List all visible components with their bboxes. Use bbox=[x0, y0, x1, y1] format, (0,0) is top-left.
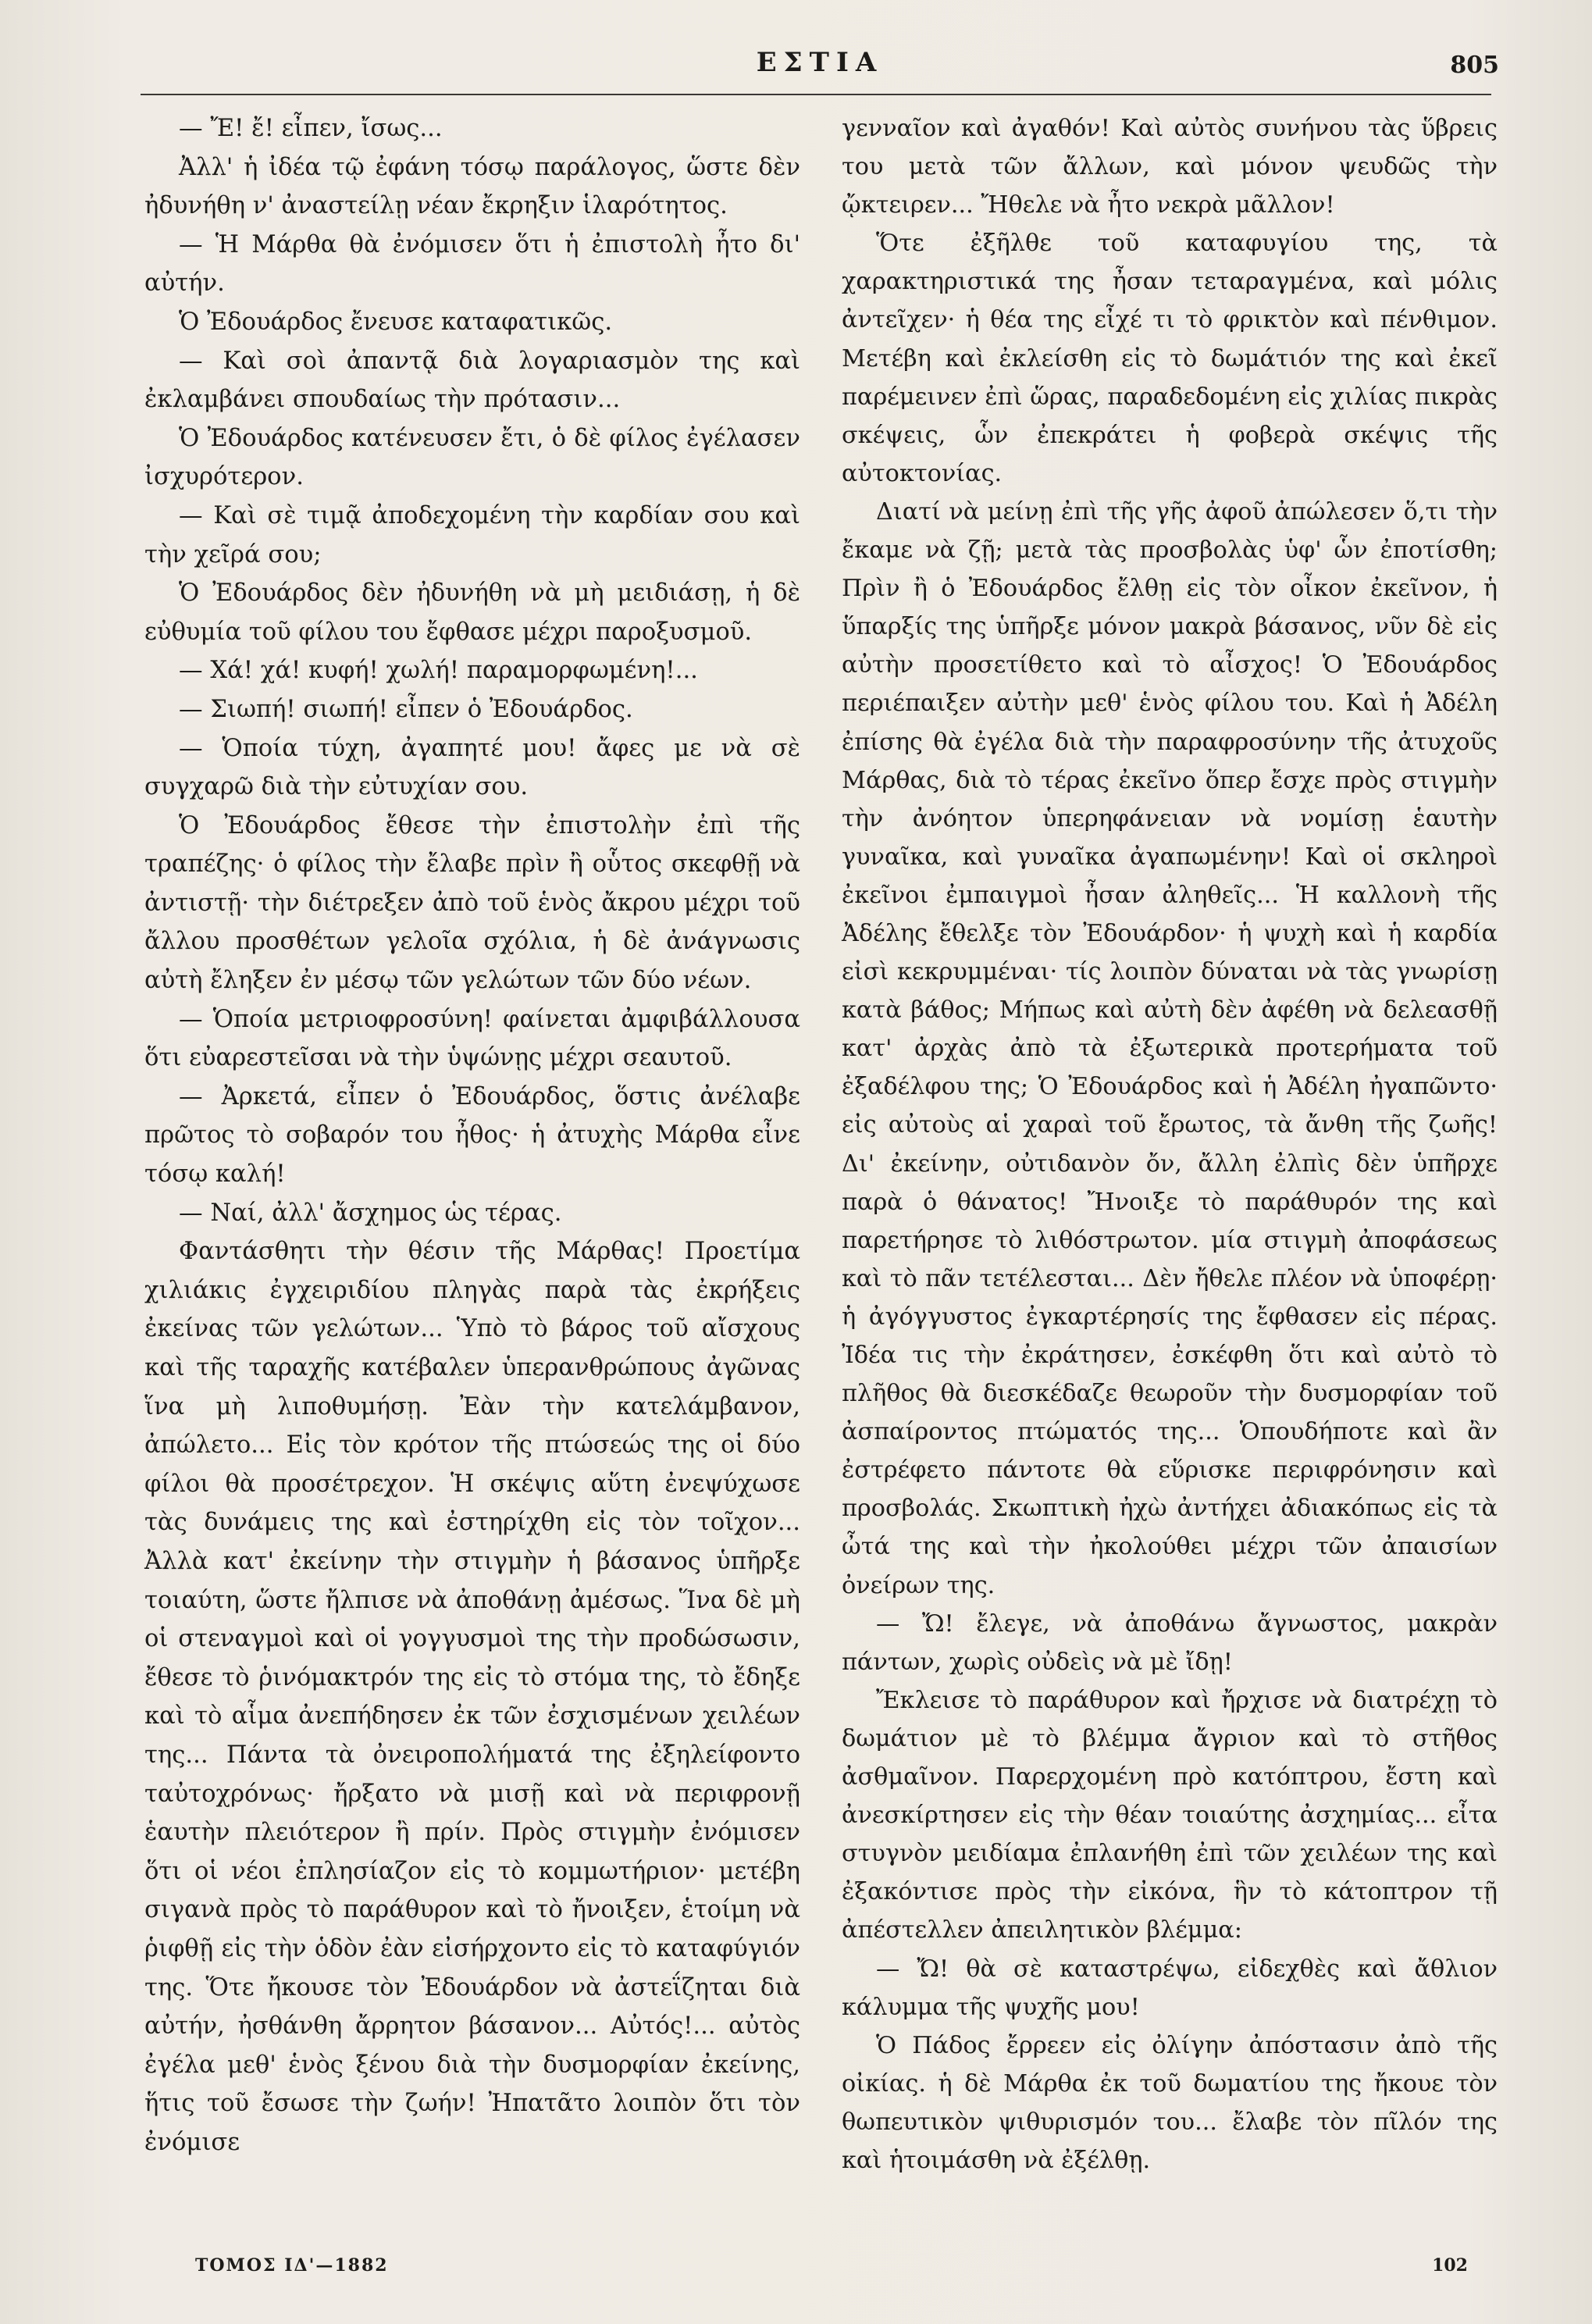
paragraph: — Σιωπή! σιωπή! εἶπεν ὁ Ἐδουάρδος. bbox=[179, 695, 633, 723]
paragraph: — Ὤ! ἔλεγε, νὰ ἀποθάνω ἄγνωστος, μακρὰν πάντων, χωρὶς οὐδεὶς νὰ μὲ ἴδῃ! bbox=[842, 1609, 1498, 1676]
header-rule bbox=[141, 94, 1491, 95]
journal-title: ΕΣΤΙΑ bbox=[756, 47, 884, 78]
paragraph: — Ναί, ἀλλ' ἄσχημος ὡς τέρας. bbox=[179, 1199, 562, 1227]
paragraph: Ἔκλεισε τὸ παράθυρον καὶ ἤρχισε νὰ διατρέχῃ τὸ δωμάτιον μὲ τὸ βλέμμα ἄγριον καὶ τὸ στῆθος ἀσθμαῖνον. Παρερχομένη πρὸ κατόπτρου, ἔστη καὶ ἀνεσκίρτησεν εἰς τὴν θέαν τοιαύτης ἀσχημίας... εἶτα στυγνὸν μειδίαμα ἐπλανήθη ἐπὶ τῶν χειλέων της καὶ ἐξακόντισε πρὸς τὴν εἰκόνα, ἣν τὸ κάτοπτρον τῇ ἀπέστελλεν ἀπειλητικὸν βλέμμα: bbox=[842, 1686, 1498, 1944]
paragraph: — Ἔ! ἔ! εἶπεν, ἴσως... bbox=[179, 115, 443, 142]
signature-mark: 102 bbox=[1432, 2255, 1468, 2276]
paragraph: — Ὤ! θὰ σὲ καταστρέψω, εἰδεχθὲς καὶ ἄθλιον κάλυμμα τῆς ψυχῆς μου! bbox=[842, 1955, 1498, 2021]
paragraph: γενναῖον καὶ ἀγαθόν! Καὶ αὐτὸς συνήνου τὰς ὕβρεις του μετὰ τῶν ἄλλων, καὶ μόνον ψευδῶς τὴν ᾤκτειρεν... Ἤθελε νὰ ἦτο νεκρὰ μᾶλλον! bbox=[842, 115, 1498, 219]
volume-label: ΤΟΜΟΣ ΙΔ'—1882 bbox=[195, 2255, 389, 2276]
paragraph: — Καὶ σὲ τιμᾷ ἀποδεχομένη τὴν καρδίαν σου καὶ τὴν χεῖρά σου; bbox=[144, 501, 800, 569]
paragraph: — Ἡ Μάρθα θὰ ἐνόμισεν ὅτι ἡ ἐπιστολὴ ἦτο δι' αὐτήν. bbox=[144, 230, 800, 298]
paragraph: — Καὶ σοὶ ἀπαντᾷ διὰ λογαριασμὸν της καὶ ἐκλαμβάνει σπουδαίως τὴν πρότασιν... bbox=[144, 347, 800, 414]
paragraph: Ὁ Πάδος ἔρρεεν εἰς ὀλίγην ἀπόστασιν ἀπὸ τῆς οἰκίας. ἡ δὲ Μάρθα ἐκ τοῦ δωματίου της ἤκουε τὸν θωπευτικὸν ψιθυρισμόν του... ἔλαβε τὸν πῖλόν της καὶ ἡτοιμάσθη νὰ ἐξέλθῃ. bbox=[842, 2031, 1498, 2174]
page-footer bbox=[141, 2255, 1468, 2287]
paragraph: Ὅτε ἐξῆλθε τοῦ καταφυγίου της, τὰ χαρακτηριστικά της ἦσαν τεταραγμένα, καὶ μόλις ἀντεῖχεν· ἡ θέα της εἶχέ τι τὸ φρικτὸν καὶ πένθιμον. Μετέβη καὶ ἐκλείσθη εἰς τὸ δωμάτιόν της καὶ ἐκεῖ παρέμεινεν ἐπὶ ὥρας, παραδεδομένη εἰς χιλίας πικρὰς σκέψεις, ὧν ἐπεκράτει ἡ φοβερὰ σκέψις τῆς αὐτοκτονίας. bbox=[842, 230, 1498, 487]
paragraph: — Χά! χά! κυφή! χωλή! παραμορφωμένη!... bbox=[179, 657, 698, 685]
page-number: 805 bbox=[1450, 52, 1499, 79]
paragraph: Ὁ Ἐδουάρδος δὲν ἠδυνήθη νὰ μὴ μειδιάσῃ, ἡ δὲ εὐθυμία τοῦ φίλου του ἔφθασε μέχρι παροξυσμοῦ. bbox=[144, 579, 800, 646]
paragraph: — Ὁποία τύχη, ἀγαπητέ μου! ἄφες με νὰ σὲ συγχαρῶ διὰ τὴν εὐτυχίαν σου. bbox=[144, 734, 800, 801]
page-header bbox=[141, 47, 1499, 91]
left-column bbox=[144, 109, 800, 2194]
paragraph: Ὁ Ἐδουάρδος ἔθεσε τὴν ἐπιστολὴν ἐπὶ τῆς τραπέζης· ὁ φίλος τὴν ἔλαβε πρὶν ἢ οὗτος σκεφθῇ νὰ ἀντιστῇ· τὴν διέτρεξεν ἀπὸ τοῦ ἑνὸς ἄκρου μέχρι τοῦ ἄλλου προσθέτων γελοῖα σχόλια, ἡ δὲ ἀνάγνωσις αὐτὴ ἔληξεν ἐν μέσῳ τῶν γελώτων τῶν δύο νέων. bbox=[144, 811, 800, 995]
paragraph: — Ἀρκετά, εἶπεν ὁ Ἐδουάρδος, ὅστις ἀνέλαβε πρῶτος τὸ σοβαρόν του ἦθος· ἡ ἀτυχὴς Μάρθα εἶνε τόσῳ καλή! bbox=[144, 1082, 800, 1189]
paragraph: Ὁ Ἐδουάρδος ἔνευσε καταφατικῶς. bbox=[179, 308, 613, 336]
paragraph: Διατί νὰ μείνῃ ἐπὶ τῆς γῆς ἀφοῦ ἀπώλεσεν ὅ,τι τὴν ἔκαμε νὰ ζῇ; μετὰ τὰς προσβολὰς ὑφ' ὧν ἐποτίσθη; Πρὶν ἢ ὁ Ἐδουάρδος ἔλθῃ εἰς τὸν οἶκον ἐκεῖνον, ἡ ὕπαρξίς της ὑπῆρξε μόνον μακρὰ βάσανος, νῦν δὲ εἰς αὐτὴν προσετίθετο καὶ τὸ αἶσχος! Ὁ Ἐδουάρδος περιέπαιξεν αὐτὴν μεθ' ἑνὸς φίλου του. Καὶ ἡ Ἀδέλη ἐπίσης θὰ ἐγέλα διὰ τὴν παραφροσύνην τῆς ἀτυχοῦς Μάρθας, διὰ τὸ τέρας ἐκεῖνο ὅπερ ἔσχε πρὸς στιγμὴν τὴν ἀνόητον ὑπερηφάνειαν νὰ νομίσῃ ἑαυτὴν γυναῖκα, καὶ γυναῖκα ἀγαπωμένην! Καὶ οἱ σκληροὶ ἐκεῖνοι ἐμπαιγμοὶ ἦσαν ἀληθεῖς... Ἡ καλλονὴ τῆς Ἀδέλης ἔθελξε τὸν Ἐδουάρδον· ἡ ψυχὴ καὶ ἡ καρδία εἰσὶ κεκρυμμέναι· τίς λοιπὸν δύναται νὰ τὰς γνωρίσῃ κατὰ βάθος; Μήπως καὶ αὐτὴ δὲν ἀφέθη νὰ δελεασθῇ κατ' ἀρχὰς ἀπὸ τὰ ἐξωτερικὰ προτερήματα τοῦ ἐξαδέλφου της; Ὁ Ἐδουάρδος καὶ ἡ Ἀδέλη ἠγαπῶντο· εἰς αὐτοὺς αἱ χαραὶ τοῦ ἔρωτος, τὰ ἄνθη τῆς ζωῆς! Δι' ἐκείνην, οὐτιδανὸν ὄν, ἄλλη ἐλπὶς δὲν ὑπῆρχε παρὰ ὁ θάνατος! Ἤνοιξε τὸ παράθυρόν της καὶ παρετήρησε τὸ λιθόστρωτον. μία στιγμὴ ἀποφάσεως καὶ τὸ πᾶν τετέλεσται... Δὲν ἤθελε πλέον νὰ ὑποφέρῃ· ἡ ἀγόγγυστος ἐγκαρτέρησίς της ἔφθασεν εἰς πέρας. Ἰδέα τις τὴν ἐκράτησεν, ἐσκέφθη ὅτι καὶ αὐτὸ τὸ πλῆθος θὰ διεσκέδαζε θεωροῦν τὴν δυσμορφίαν τοῦ ἀσπαίροντος πτώματός της... Ὁπουδήποτε καὶ ἂν ἐστρέφετο πάντοτε θὰ εὕρισκε περιφρόνησιν καὶ προσβολάς. Σκωπτικὴ ἠχὼ ἀντήχει ἀδιακόπως εἰς τὰ ὦτά της καὶ τὴν ἠκολούθει μέχρι τῶν ἀπαισίων ὀνείρων της. bbox=[842, 497, 1498, 1599]
paragraph: Ἀλλ' ἡ ἰδέα τῷ ἐφάνη τόσῳ παράλογος, ὥστε δὲν ἠδυνήθη ν' ἀναστείλῃ νέαν ἔκρηξιν ἱλαρότητος. bbox=[144, 153, 800, 220]
paragraph: — Ὁποία μετριοφροσύνη! φαίνεται ἀμφιβάλλουσα ὅτι εὐαρεστεῖσαι νὰ τὴν ὑψώνῃς μέχρι σεαυτοῦ. bbox=[144, 1005, 800, 1072]
right-column bbox=[842, 109, 1498, 2194]
paragraph: Ὁ Ἐδουάρδος κατένευσεν ἔτι, ὁ δὲ φίλος ἐγέλασεν ἰσχυρότερον. bbox=[144, 424, 800, 491]
paragraph: Φαντάσθητι τὴν θέσιν τῆς Μάρθας! Προετίμα χιλιάκις ἐγχειριδίου πληγὰς παρὰ τὰς ἐκρήξεις ἐκείνας τῶν γελώτων... Ὑπὸ τὸ βάρος τοῦ αἴσχους καὶ τῆς ταραχῆς κατέβαλεν ὑπερανθρώπους ἀγῶνας ἵνα μὴ λιποθυμήσῃ. Ἐὰν τὴν κατελάμβανον, ἀπώλετο... Εἰς τὸν κρότον τῆς πτώσεώς της οἱ δύο φίλοι θὰ προσέτρεχον. Ἡ σκέψις αὕτη ἐνεψύχωσε τὰς δυνάμεις της καὶ ἐστηρίχθη εἰς τὸν τοῖχον... Ἀλλὰ κατ' ἐκείνην τὴν στιγμὴν ἡ βάσανος ὑπῆρξε τοιαύτη, ὥστε ἤλπισε νὰ ἀποθάνῃ ἀμέσως. Ἵνα δὲ μὴ οἱ στεναγμοὶ καὶ οἱ γογγυσμοὶ της τὴν προδώσωσιν, ἔθεσε τὸ ῥινόμακτρόν της εἰς τὸ στόμα της, τὸ ἔδηξε καὶ τὸ αἷμα ἀνεπήδησεν ἐκ τῶν ἐσχισμένων χειλέων της... Πάντα τὰ ὀνειροπολήματά της ἐξηλείφοντο ταὐτοχρόνως· ἤρξατο νὰ μισῇ καὶ νὰ περιφρονῇ ἑαυτὴν πλειότερον ἢ πρίν. Πρὸς στιγμὴν ἐνόμισεν ὅτι οἱ νέοι ἐπλησίαζον εἰς τὸ κομμωτήριον· μετέβη σιγανὰ πρὸς τὸ παράθυρον καὶ τὸ ἤνοιξεν, ἑτοίμη νὰ ῥιφθῇ εἰς τὴν ὁδὸν ἐὰν εἰσήρχοντο εἰς τὸ καταφύγιόν της. Ὅτε ἤκουσε τὸν Ἐδουάρδον νὰ ἀστεΐζηται διὰ αὐτήν, ἠσθάνθη ἄρρητον βάσανον... Αὐτός!... αὐτὸς ἐγέλα μεθ' ἑνὸς ξένου διὰ τὴν δυσμορφίαν ἐκείνης, ἥτις τοῦ ἔσωσε τὴν ζωήν! Ἠπατᾶτο λοιπὸν ὅτι τὸν ἐνόμισε bbox=[144, 1238, 800, 2156]
